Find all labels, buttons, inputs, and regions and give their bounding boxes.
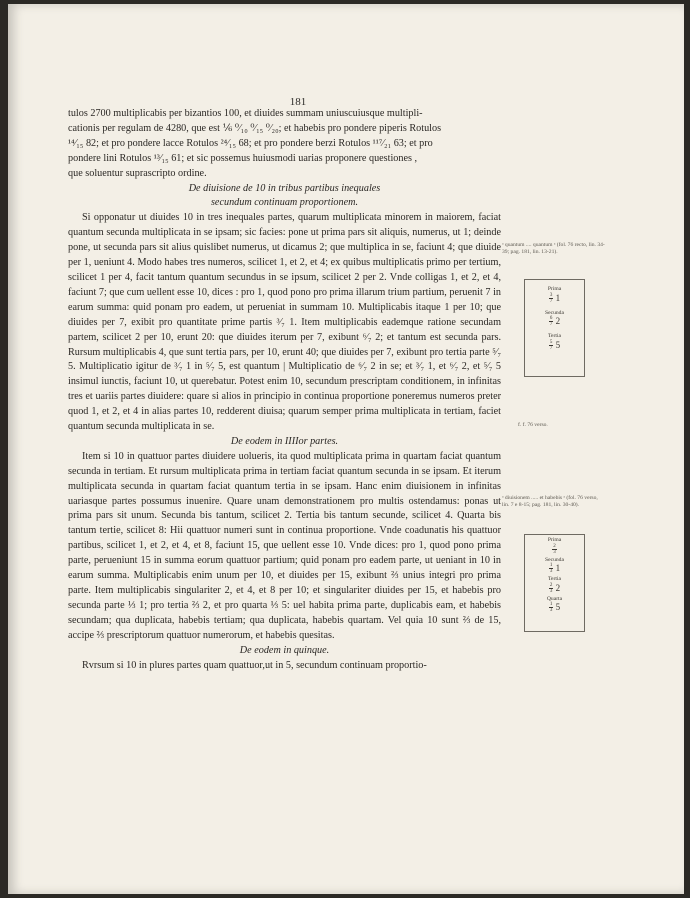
margin-note: ᵃ quantum .... quantum ᵃ (fol. 76 recto, lin. 34-39; pag. 181, lin. 13-21). — [502, 242, 605, 255]
row-label: Secunda — [545, 309, 564, 316]
table-row — [525, 596, 584, 614]
paragraph: Rvrsum si 10 in plures partes quam quattuor,ut in 5, secundum continuam proportio- — [82, 659, 427, 671]
margin-note: ᵃ diuisionem ..... et habebis ᵃ (fol. 76 verso, lin. 7 e 8-15; pag. 181, lin. 30-40). — [502, 495, 598, 508]
section-heading: De diuisione de 10 in tribus partibus inequales — [188, 182, 381, 194]
row-value: $\frac{2}{3}$ — [553, 543, 556, 555]
row-value: $\frac{1}{3}$ 1 — [549, 563, 561, 575]
table-row — [525, 576, 584, 594]
row-value: $\frac{5}{7}$ 5 — [549, 339, 561, 351]
fraction-table — [524, 279, 585, 377]
fraction-table — [524, 534, 585, 632]
page — [8, 4, 684, 894]
section-heading-line2: secundum continuam proportionem. — [210, 197, 359, 209]
main-text — [68, 107, 501, 673]
line: que soluentur suprascripto ordine. — [68, 167, 207, 179]
row-label: Quarta — [546, 595, 563, 602]
page-number: 181 — [289, 96, 307, 108]
table-row — [525, 557, 584, 575]
paragraph: Item si 10 in quattuor partes diuidere uolueris, ita quod multiplicata prima in quartam faciat quantum secunda in tertiam. Et rursum multiplicata prima in tertiam faciat quantum secunda in se ipsam. Et iterum multiplicata secunda in quartam faciat quantum tertia in se ipsam. Hanc enim diuisionem in infinitas uariasque partes possumus inuenire. Quare unam demonstrationem pro multis ostendamus: ponas ut prima pars sit unum. Secunda bis tantum, scilicet 2. Tertia bis tantum secunde, scilicet 4. Quarta bis tantum tertie, scilicet 8: Hii quattuor numeri sunt in continua proportione. Vnde coadunatis his quattuor partibus, scilicet 1, et 2, et 4, et 8, faciunt 15, que uellent esse 10. Vnde dices: pro 1, quod pono prima parte, perueniunt 15 in summa eorum quattuor partium; quid ponam pro eadem parte, ut ueniant in 10 in earum summa. Multiplicabis enim unum per 10, et diuides per 15, exibunt ⅔ unius integri pro prima parte. Item multiplicabis singulariter 2, et 4, et 8 per 10; et singulariter diuides per 15, et habebis pro secunda parte ⅓ 1; pro tertia ⅔ 2, et pro quarta ⅓ 5: uel habita prima parte, duplicabis eam, et habebis secundam; qua duplicata, habebis tertiam; qua duplicata, habebis quartam. Vel quia 10 sunt ⅔ de 15, accipe ⅔ prescriptorum quattuor numerorum, et habebis quesitas. — [68, 450, 501, 641]
row-label: Secunda — [545, 556, 564, 563]
table-row — [525, 286, 584, 304]
row-value: $\frac{6}{7}$ 2 — [549, 316, 561, 328]
line: tulos 2700 multiplicabis per bizantios 100, et diuides summam uniuscuiusque multipli- — [68, 108, 423, 119]
line: ¹⁴⁄₁₅ 82; et pro pondere lacce Rotulos ²⁴⁄₁₅ 68; et pro pondere berzi Rotulos ¹¹⁷⁄₂₁ 63; et pro — [68, 137, 433, 149]
line: cationis per regulam de 4280, que est ⅙ ⁰⁄₁₀ ⁰⁄₁₅ ⁰⁄₂₀; et habebis pro pondere piperis Rotulos — [68, 122, 442, 134]
row-value: $\frac{1}{3}$ 5 — [549, 602, 561, 614]
row-label: Tertia — [548, 333, 561, 340]
row-value: $\frac{3}{7}$ 1 — [549, 292, 561, 304]
row-value: $\frac{2}{3}$ 2 — [549, 582, 561, 594]
table-row — [525, 537, 584, 555]
margin-note: f. f. 76 verso. — [518, 422, 548, 428]
row-label: Prima — [547, 286, 562, 292]
paragraph: Si opponatur ut diuides 10 in tres inequales partes, quarum multiplicata minorem in maiorem, faciat quantum secunda multiplicata in se ipsam; sic facies: pone ut prima pars sit aliquis, numerus, ut 1; deinde pone, ut secunda pars sit alius quislibet numerus, ut dicamus 2; que multiplica in se, faciunt 4; que diuide per 1, ueniunt 4. Modo habes tres numeros, scilicet 1, et 2, et 4; ex quibus multiplicatis primo per tertium, scilicet 1 per 4, facit tantum quantum secundus in se ipsum, scilicet 2 per 2. Vnde colligas 1, et 2, et 4, faciunt 7; que cum uellent esse 10, dices : pro 1, quod pono pro prima illarum trium partium, peruenit 7 in earum summa: quid ponam pro eadem, ut perueniat in summam 10. Multiplicabis itaque 1 per 10; que diuides per 7, exibit pro quantitate prime partis ³⁄₇ 1. Item multiplicabis eademque ratione secundam partem, scilicet 2 per 10, erunt 20: que diuides iterum per 7, exibunt ⁶⁄₇ 2; et tantum est secunda pars. Rursum multiplicabis 4, que sunt tertia pars, per 10, erunt 40; que diuides per 7, exibunt pro tertia parte ⁵⁄₇ 5. Multiplicatio igitur de ³⁄₇ 1 in ⁵⁄₇ 5, est quantum | Multiplicatio de ⁶⁄₇ 2 in se; et ³⁄₇ 1, et ⁶⁄₇ 2, et ⁵⁄₇ 5 insimul iunctis, faciunt 10, ut querebatur. Potest enim 10, secundum prescriptam conditionem, in infinitas tres et uariis partes diuidere: quare si alios in principio in continua proportione poneremus numeros preter quod 1, et 2, et 4 in alias partes 10, redderent diuisa; quarum semper prima multiplicata in tertiam, faciet quantum secunda multiplicata in se. — [68, 212, 501, 433]
table-row — [525, 310, 584, 328]
table-row — [525, 333, 584, 351]
section-heading: De eodem in quinque. — [239, 644, 330, 656]
row-label: Prima — [547, 537, 562, 543]
row-label: Tertia — [548, 576, 561, 583]
section-heading: De eodem in IIIIor partes. — [230, 435, 339, 447]
line: pondere lini Rotulos ¹³⁄₁₅ 61; et sic possemus huiusmodi uarias proponere questiones , — [68, 152, 418, 164]
